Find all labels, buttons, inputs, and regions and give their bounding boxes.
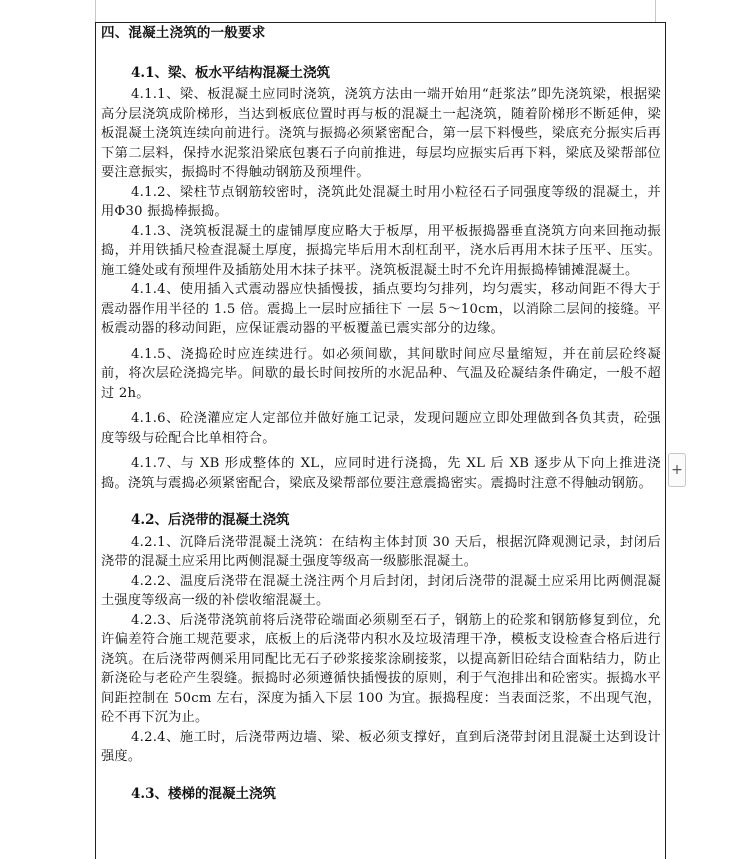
section-4-3-heading: 4.3、楼梯的混凝土浇筑: [131, 785, 276, 802]
paragraph-4-1-7: 4.1.7、与 XB 形成整体的 XL，应同时进行浇捣，先 XL 后 XB 逐步从下向上推进浇捣。浇筑与震捣必须紧密配合，梁底及梁帮部位要注意震捣密实。震捣时注意不得触动钢筋。: [101, 456, 661, 491]
section-4-2-heading: 4.2、后浇带的混凝土浇筑: [131, 512, 290, 528]
paragraph-4-1-1: 4.1.1、梁、板混凝土应同时浇筑，浇筑方法由一端开始用“赶浆法”即先浇筑梁，根据梁高分层浇筑成阶梯形，当达到板底位置时再与板的混凝土一起浇筑，随着阶梯形不断延伸，梁板混凝土浇筑连续向前进行。浇筑与振捣必须紧密配合，第一层下料慢些，梁底充分振实后再下第二层料，保持水泥浆沿梁底包裹石子向前推进，每层均应振实后再下料，梁底及梁帮部位要注意振实，振捣时不得触动钢筋及预埋件。: [101, 87, 661, 180]
plus-icon: +: [671, 462, 683, 478]
paragraph-4-2-3: 4.2.3、后浇带浇筑前将后浇带砼端面必须剔至石子，钢筋上的砼浆和钢筋修复到位，允许偏差符合施工规范要求，底板上的后浇带内积水及垃圾清理干净，模板支设检查合格后进行浇筑。在后浇带两侧采用同配比无石子砂浆接浆涂刷接浆，以提高新旧砼结合面粘结力，防止新浇砼与老砼产生裂缝。振捣时必须遵循快插慢拔的原则，利于气泡排出和砼密实。振捣水平间距控制在 50cm 左右，深度为插入下层 100 为宜。振捣程度：当表面泛浆，不出现气泡，砼不再下沉为止。: [101, 612, 661, 725]
document-body: [101, 24, 661, 806]
paragraph-4-1-6: 4.1.6、砼浇灌应定人定部位并做好施工记录，发现问题应立即处理做到各负其责，砼强度等级与砼配合比单相符合。: [101, 411, 661, 446]
paragraph-4-2-4: 4.2.4、施工时，后浇带两边墙、梁、板必须支撑好，直到后浇带封闭且混凝土达到设计强度。: [101, 729, 661, 764]
add-row-plus-icon[interactable]: [668, 453, 686, 487]
paragraph-4-2-1: 4.2.1、沉降后浇带混凝土浇筑：在结构主体封顶 30 天后，根据沉降观测记录，封闭后浇带的混凝土应采用比两侧混凝土强度等级高一级膨胀混凝土。: [101, 534, 661, 569]
paragraph-4-1-3: 4.1.3、浇筑板混凝土的虚铺厚度应略大于板厚，用平板振捣器垂直浇筑方向来回拖动振捣，并用铁插尺检查混凝土厚度，振捣完毕后用木刮杠刮平，浇水后再用木抹子压平、压实。施工缝处或有预埋件及插筋处用木抹子抹平。浇筑板混凝土时不允许用振捣棒铺摊混凝土。: [101, 223, 661, 278]
paragraph-4-1-2: 4.1.2、梁柱节点钢筋较密时，浇筑此处混凝土时用小粒径石子同强度等级的混凝土，并用Φ30 振捣棒振捣。: [101, 184, 661, 219]
page-edge-left: [95, 0, 96, 22]
paragraph-4-1-4: 4.1.4、使用插入式震动器应快插慢拔，插点要均匀排列，均匀震实，移动间距不得大于震动器作用半径的 1.5 倍。震捣上一层时应插往下 一层 5～10cm，以消除二层间的接缝。平板震动器的移动间距，应保证震动器的平板覆盖已震实部分的边缘。: [101, 282, 661, 336]
page-edge-right: [655, 0, 656, 22]
paragraph-4-1-5: 4.1.5、浇捣砼时应连续进行。如必须间歇，其间歇时间应尽量缩短，并在前层砼终凝前，将次层砼浇捣完毕。间歇的最长时间按所的水泥品种、气温及砼凝结条件确定，一般不超过 2h。: [101, 346, 661, 401]
section-4-1-heading: 4.1、梁、板水平结构混凝土浇筑: [131, 64, 330, 81]
paragraph-4-2-2: 4.2.2、温度后浇带在混凝土浇注两个月后封闭，封闭后浇带的混凝土应采用比两侧混凝土强度等级高一级的补偿收缩混凝土。: [101, 573, 661, 608]
section-4-heading: 四、混凝土浇筑的一般要求: [101, 25, 266, 41]
